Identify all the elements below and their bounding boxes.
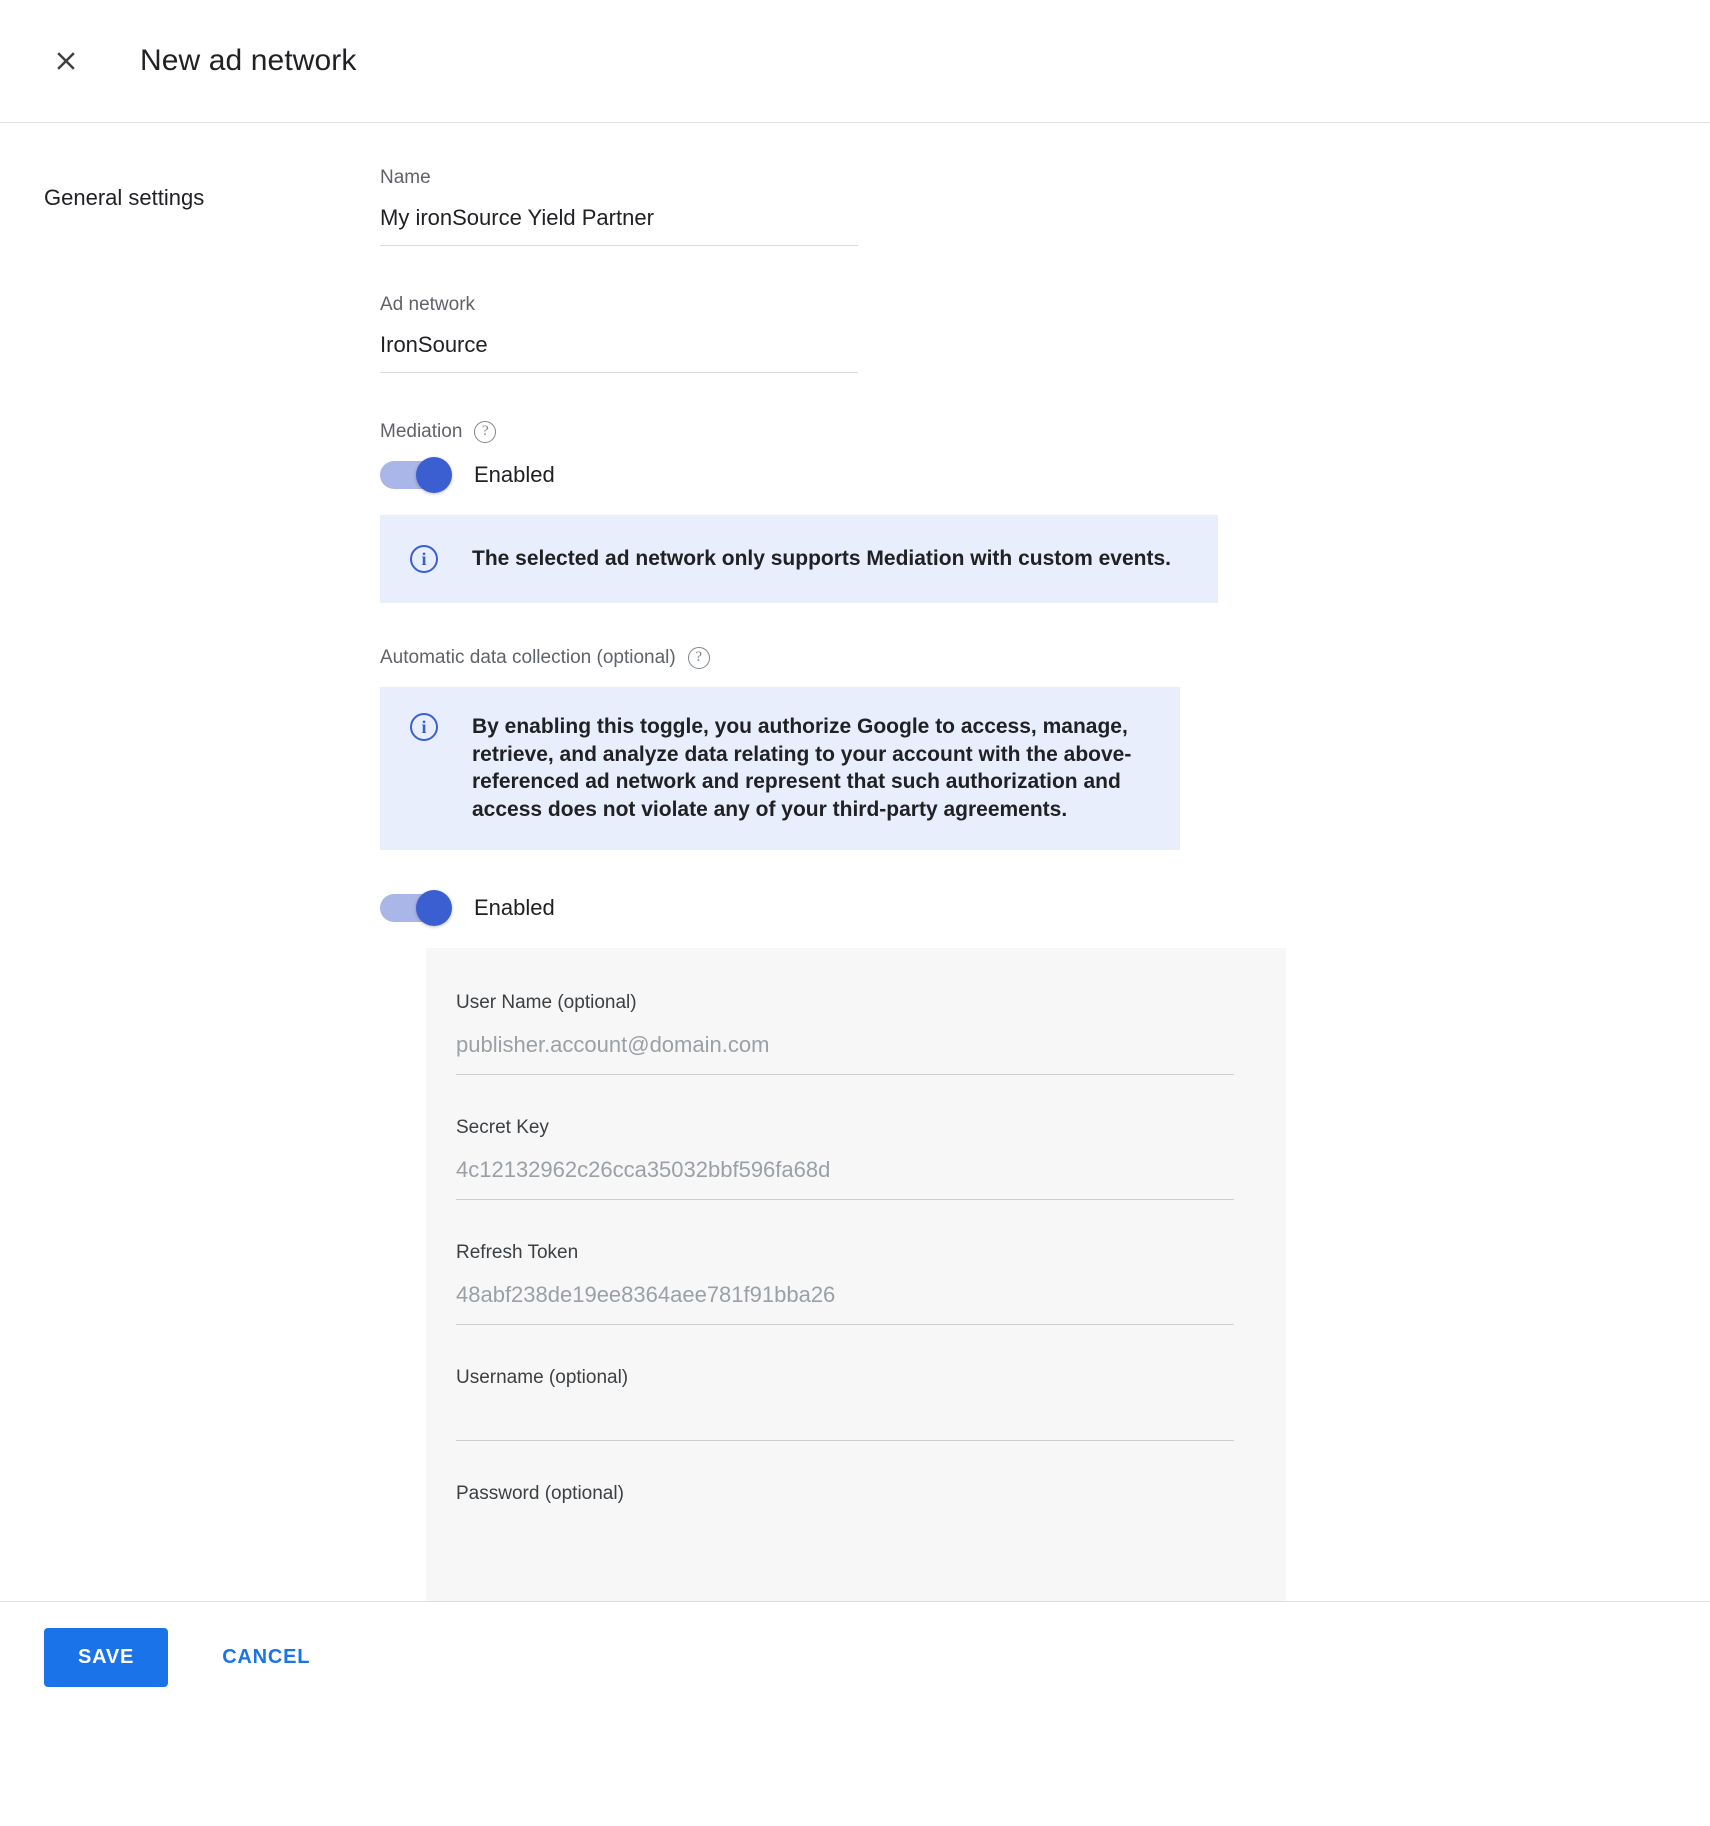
automatic-data-collection-info-text: By enabling this toggle, you authorize Google to access, manage, retrieve, and analyze data relating to your account with the above-referenced ad network and represent that such authorization and access does not violate any of your third-party agreements. <box>472 715 1132 822</box>
field-password <box>456 1483 1234 1557</box>
automatic-data-collection-label-row <box>380 647 1480 669</box>
info-icon: i <box>410 713 438 741</box>
field-ad-network <box>380 294 858 373</box>
credentials-panel <box>426 948 1286 1619</box>
refresh-token-input[interactable]: 48abf238de19ee8364aee781f91bba26 <box>456 1282 1234 1325</box>
username-input[interactable] <box>456 1407 1234 1441</box>
field-name-label: Name <box>380 167 431 188</box>
secret-key-input[interactable]: 4c12132962c26cca35032bbf596fa68d <box>456 1157 1234 1200</box>
mediation-toggle[interactable] <box>380 461 450 489</box>
page-title: New ad network <box>140 44 357 77</box>
toggle-knob-icon <box>416 890 452 926</box>
toggle-knob-icon <box>416 457 452 493</box>
field-username <box>456 1367 1234 1441</box>
field-user-name-label: User Name (optional) <box>456 991 637 1013</box>
field-secret-key-label: Secret Key <box>456 1116 549 1138</box>
automatic-data-collection-toggle[interactable] <box>380 894 450 922</box>
field-username-label: Username (optional) <box>456 1366 629 1388</box>
field-refresh-token <box>456 1242 1234 1325</box>
mediation-info-text: The selected ad network only supports Mediation with custom events. <box>472 547 1171 571</box>
field-user-name <box>456 992 1234 1075</box>
name-input[interactable]: My ironSource Yield Partner <box>380 205 858 246</box>
mediation-toggle-row <box>380 461 1480 489</box>
dialog-header <box>0 0 1710 123</box>
mediation-label-row <box>380 421 1480 443</box>
automatic-data-collection-info-banner <box>380 687 1180 850</box>
automatic-data-collection-toggle-row <box>380 894 1480 922</box>
dialog-body <box>0 123 1710 1713</box>
automatic-data-collection-label: Automatic data collection (optional) <box>380 647 676 668</box>
mediation-toggle-state: Enabled <box>474 462 555 487</box>
mediation-info-banner <box>380 515 1218 603</box>
automatic-data-collection-toggle-state: Enabled <box>474 894 555 920</box>
field-name <box>380 167 858 246</box>
help-icon[interactable]: ? <box>688 647 710 669</box>
mediation-label: Mediation <box>380 421 463 442</box>
help-icon[interactable]: ? <box>474 421 496 443</box>
section-label-general-settings: General settings <box>44 185 205 210</box>
ad-network-input[interactable]: IronSource <box>380 332 858 373</box>
cancel-button[interactable]: CANCEL <box>202 1628 330 1687</box>
field-secret-key <box>456 1117 1234 1200</box>
field-ad-network-label: Ad network <box>380 294 476 315</box>
field-password-label: Password (optional) <box>456 1482 624 1504</box>
general-settings-form <box>380 167 1480 1619</box>
save-button[interactable]: SAVE <box>44 1628 168 1687</box>
user-name-input[interactable]: publisher.account@domain.com <box>456 1032 1234 1075</box>
field-refresh-token-label: Refresh Token <box>456 1241 579 1263</box>
dialog-footer <box>0 1601 1710 1713</box>
info-icon: i <box>410 545 438 573</box>
password-input[interactable] <box>456 1523 1234 1557</box>
close-icon[interactable] <box>44 39 88 83</box>
